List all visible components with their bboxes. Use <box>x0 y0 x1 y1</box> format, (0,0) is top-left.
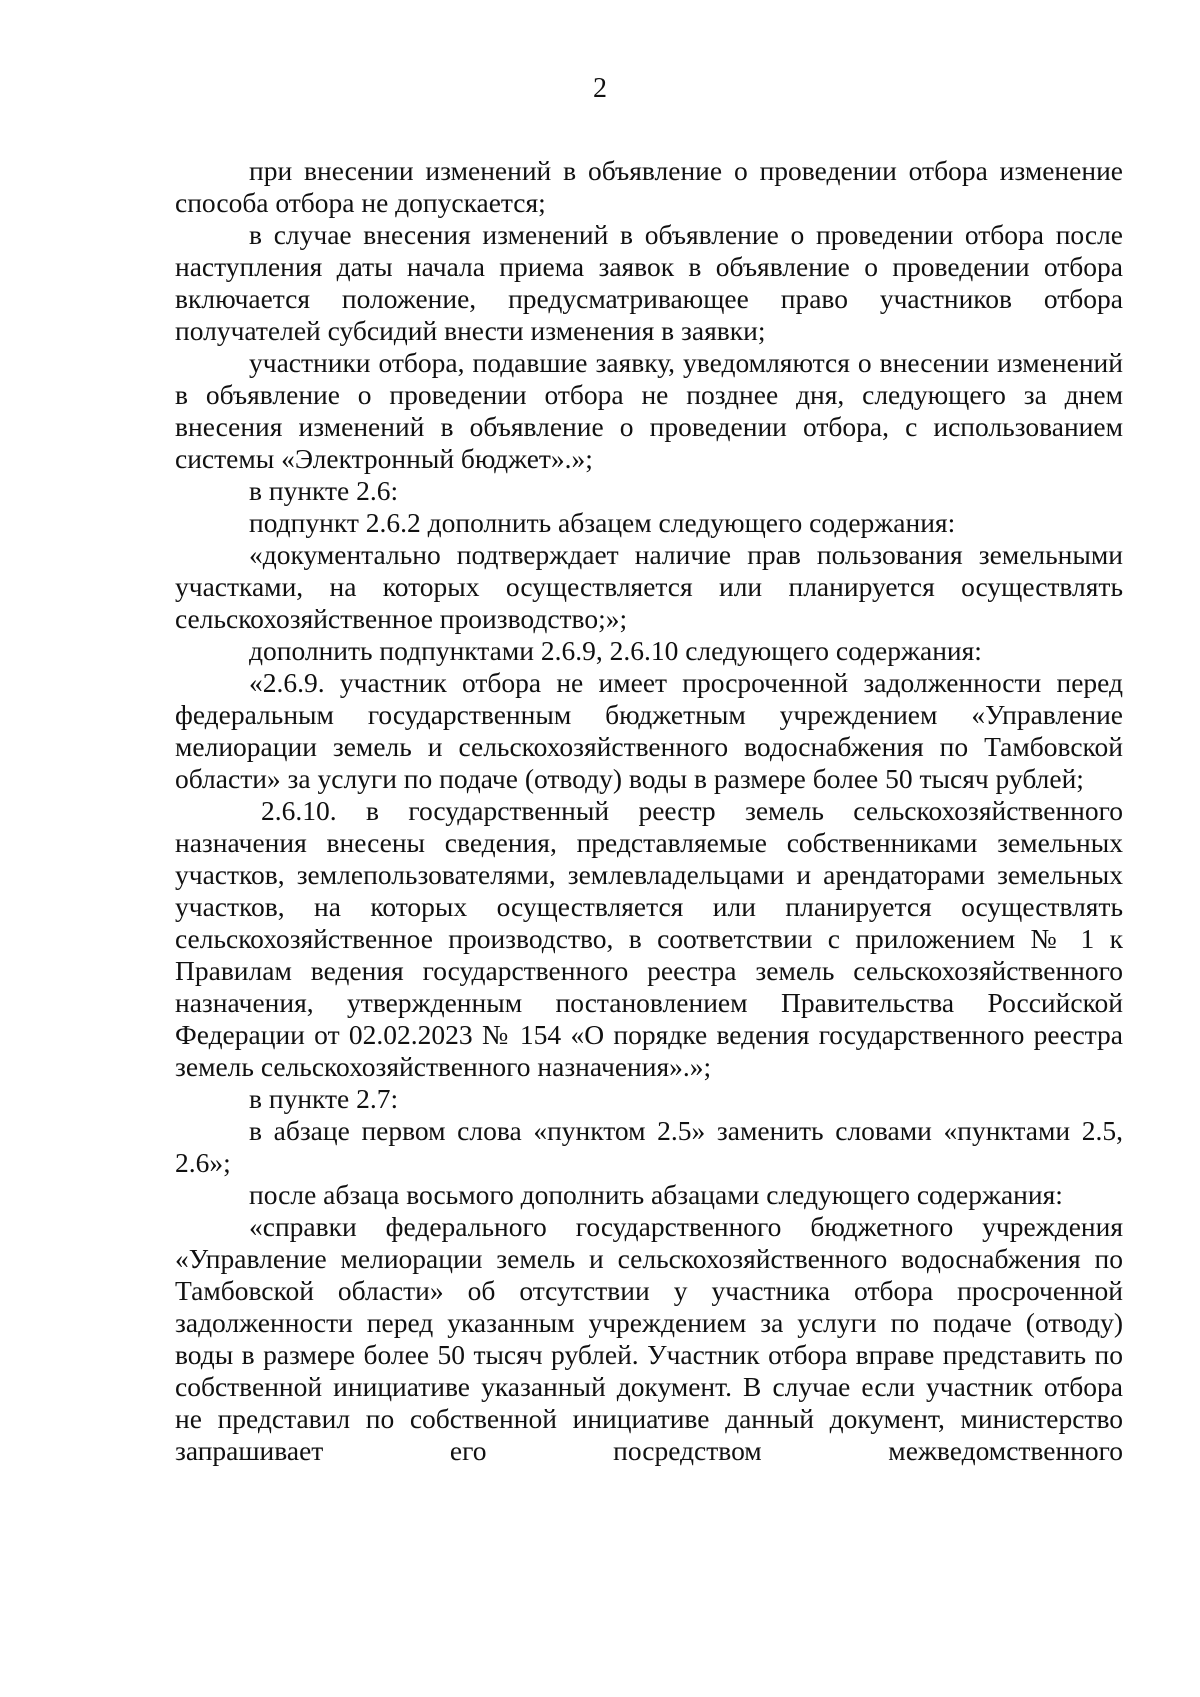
paragraph-point-2-6: в пункте 2.6: <box>249 475 399 506</box>
paragraph-first-abzac: в абзаце первом слова «пунктом 2.5» заменить словами «пунктами 2.5, 2.6»; <box>175 1115 1123 1178</box>
paragraph-subpoint-2-6-2: подпункт 2.6.2 дополнить абзацем следующего содержания: <box>249 507 956 538</box>
paragraph-changes-after-start: в случае внесения изменений в объявление о проведении отбора после наступления даты начала приема заявок в объявление о проведении отбора включается положение, предусматривающее право участников отбора получателей субсидий внести изменения в заявки; <box>175 219 1123 346</box>
paragraph-add-subpoints: дополнить подпунктами 2.6.9, 2.6.10 следующего содержания: <box>249 635 982 666</box>
paragraph-2-6-10: 2.6.10. в государственный реестр земель сельскохозяйственного назначения внесены сведения, представляемые собственниками земельных участков, землепользователями, землевладельцами и арендаторами земельных участков, на которых осуществляется или планируется осуществлять сельскохозяйственное производство, в соответствии с приложением № 1 к Правилам ведения государственного реестра земель сельскохозяйственного назначения, утвержденным постановлением Правительства Российской Федерации от 02.02.2023 № 154 «О порядке ведения государственного реестра земель сельскохозяйственного назначения».»; <box>175 795 1123 1082</box>
paragraph-notification: участники отбора, подавшие заявку, уведомляются о внесении изменений в объявление о проведении отбора не позднее дня, следующего за днем внесения изменений в объявление о проведении отбора, с использованием системы «Электронный бюджет».»; <box>175 347 1123 474</box>
paragraph-point-2-7: в пункте 2.7: <box>249 1083 399 1114</box>
paragraph-land-rights: «документально подтверждает наличие прав пользования земельными участками, на которых осуществляется или планируется осуществлять сельскохозяйственное производство;»; <box>175 539 1123 634</box>
paragraph-certificate: «справки федерального государственного бюджетного учреждения «Управление мелиорации земель и сельскохозяйственного водоснабжения по Тамбовской области» об отсутствии у участника отбора просроченной задолженности перед указанным учреждением за услуги по подаче (отводу) воды в размере более 50 тысяч рублей. Участник отбора вправе представить по собственной инициативе указанный документ. В случае если участник отбора не представил по собственной инициативе данный документ, министерство запрашивает его посредством межведомственного <box>175 1211 1123 1466</box>
paragraph-2-6-9: «2.6.9. участник отбора не имеет просроченной задолженности перед федеральным государственным бюджетным учреждением «Управление мелиорации земель и сельскохозяйственного водоснабжения по Тамбовской области» за услуги по подаче (отводу) воды в размере более 50 тысяч рублей; <box>175 667 1123 794</box>
page-number: 2 <box>593 73 607 104</box>
document-body <box>175 155 1123 1467</box>
paragraph-no-method-change: при внесении изменений в объявление о проведении отбора изменение способа отбора не допускается; <box>175 155 1123 218</box>
paragraph-after-eighth: после абзаца восьмого дополнить абзацами следующего содержания: <box>249 1179 1063 1210</box>
